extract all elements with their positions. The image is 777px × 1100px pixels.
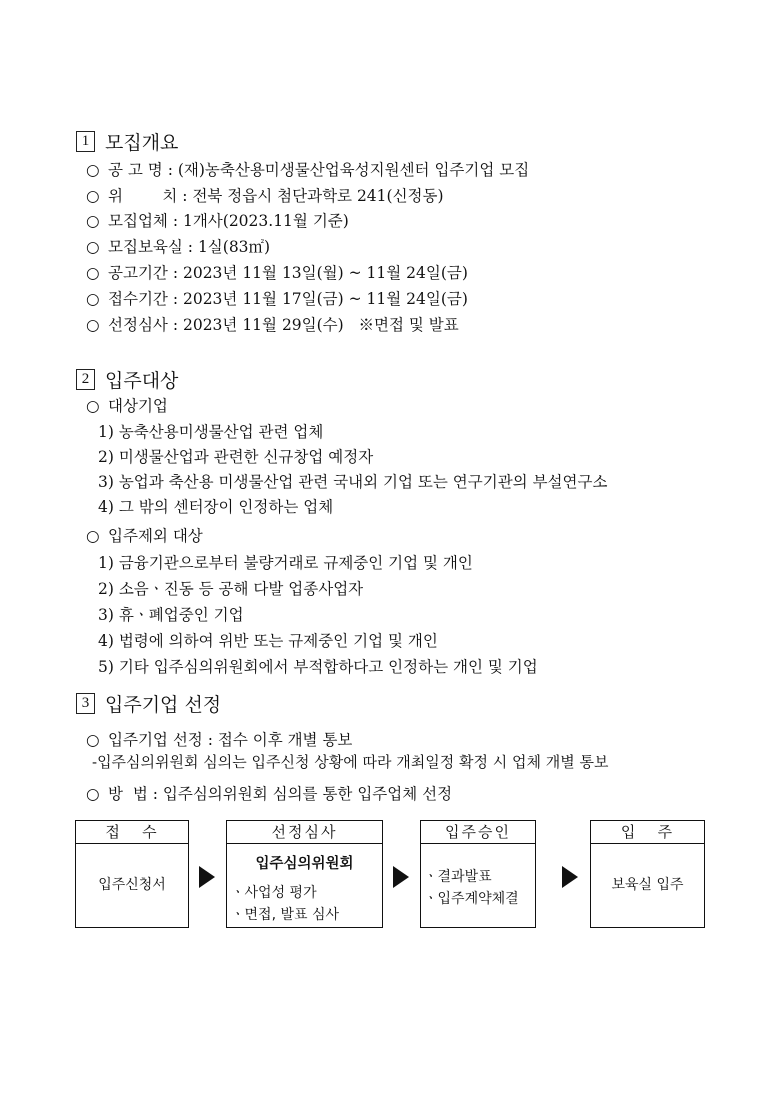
section-title: 입주대상 [105,370,179,392]
flow-step-text: 보육실 입주 [611,877,684,893]
list-item: 5) 기타 입주심의위원회에서 부적합하다고 인정하는 개인 및 기업 [98,658,538,676]
arrow-right-icon [562,866,578,888]
selection-line: ○ 방 법 : 입주심의위원회 심의를 통한 입주업체 선정 [86,785,453,803]
bullet-icon: ○ [86,290,100,308]
target-group-title: ○ 대상기업 [86,397,168,415]
flow-step-subhead: 입주심의위원회 [255,856,354,872]
list-item: 1) 농축산용미생물산업 관련 업체 [98,423,324,441]
overview-line: ○ 선정심사 : 2023년 11월 29일(수) ※면접 및 발표 [86,316,459,334]
selection-note: -입주심의위원회 심의는 입주신청 상황에 따라 개최일정 확정 시 업체 개별 통보 [92,753,609,771]
section-title: 모집개요 [105,132,179,154]
bullet-icon: ○ [86,264,100,282]
list-item: 2) 소음ㆍ진동 등 공해 다발 업종사업자 [98,580,364,598]
selection-line: ○ 입주기업 선정 : 접수 이후 개별 통보 [86,731,353,749]
flow-step-move-in [590,820,705,928]
section-heading [76,128,178,155]
overview-line: ○ 모집업체 : 1개사(2023.11월 기준) [86,212,349,230]
arrow-right-icon [393,866,409,888]
process-flow [75,820,705,930]
arrow-right-icon [199,866,215,888]
flow-step-item: ㆍ입주계약체결 [424,891,519,907]
flow-step-receive [75,820,189,928]
flow-step-item: ㆍ사업성 평가 [231,885,317,901]
section-heading [76,366,178,393]
section-number: 2 [76,369,95,390]
flow-step-item: ㆍ면접, 발표 심사 [231,907,340,923]
flow-step-approval [420,820,536,928]
list-item: 4) 법령에 의하여 위반 또는 규제중인 기업 및 개인 [98,632,438,650]
list-item: 3) 휴ㆍ폐업중인 기업 [98,606,244,624]
bullet-icon: ○ [86,785,100,803]
section-title: 입주기업 선정 [105,694,222,716]
bullet-icon: ○ [86,731,100,749]
flow-step-head: 선정심사 [227,821,382,844]
bullet-icon: ○ [86,238,100,256]
flow-step-head: 접 수 [76,821,188,844]
list-item: 1) 금융기관으로부터 불량거래로 규제중인 기업 및 개인 [98,554,473,572]
bullet-icon: ○ [86,397,100,415]
bullet-icon: ○ [86,316,100,334]
list-item: 3) 농업과 축산용 미생물산업 관련 국내외 기업 또는 연구기관의 부설연구소 [98,473,608,491]
bullet-icon: ○ [86,527,100,545]
flow-step-head: 입주승인 [421,821,535,844]
overview-line: ○ 접수기간 : 2023년 11월 17일(금) ~ 11월 24일(금) [86,290,468,308]
bullet-icon: ○ [86,212,100,230]
flow-step-text: 입주신청서 [98,877,166,893]
overview-line: ○ 공 고 명 : (재)농축산용미생물산업육성지원센터 입주기업 모집 [86,161,530,179]
list-item: 4) 그 밖의 센터장이 인정하는 업체 [98,498,334,516]
flow-step-item: ㆍ결과발표 [424,869,492,885]
section-heading [76,690,221,717]
overview-line: ○ 모집보육실 : 1실(83㎡) [86,238,271,256]
overview-line: ○ 공고기간 : 2023년 11월 13일(월) ~ 11월 24일(금) [86,264,468,282]
target-group-title: ○ 입주제외 대상 [86,527,203,545]
bullet-icon: ○ [86,161,100,179]
flow-step-head: 입 주 [591,821,704,844]
section-number: 3 [76,693,95,714]
bullet-icon: ○ [86,187,100,205]
overview-line: ○ 위 치 : 전북 정읍시 첨단과학로 241(신정동) [86,187,444,205]
flow-step-review [226,820,383,928]
section-number: 1 [76,131,95,152]
list-item: 2) 미생물산업과 관련한 신규창업 예정자 [98,448,374,466]
